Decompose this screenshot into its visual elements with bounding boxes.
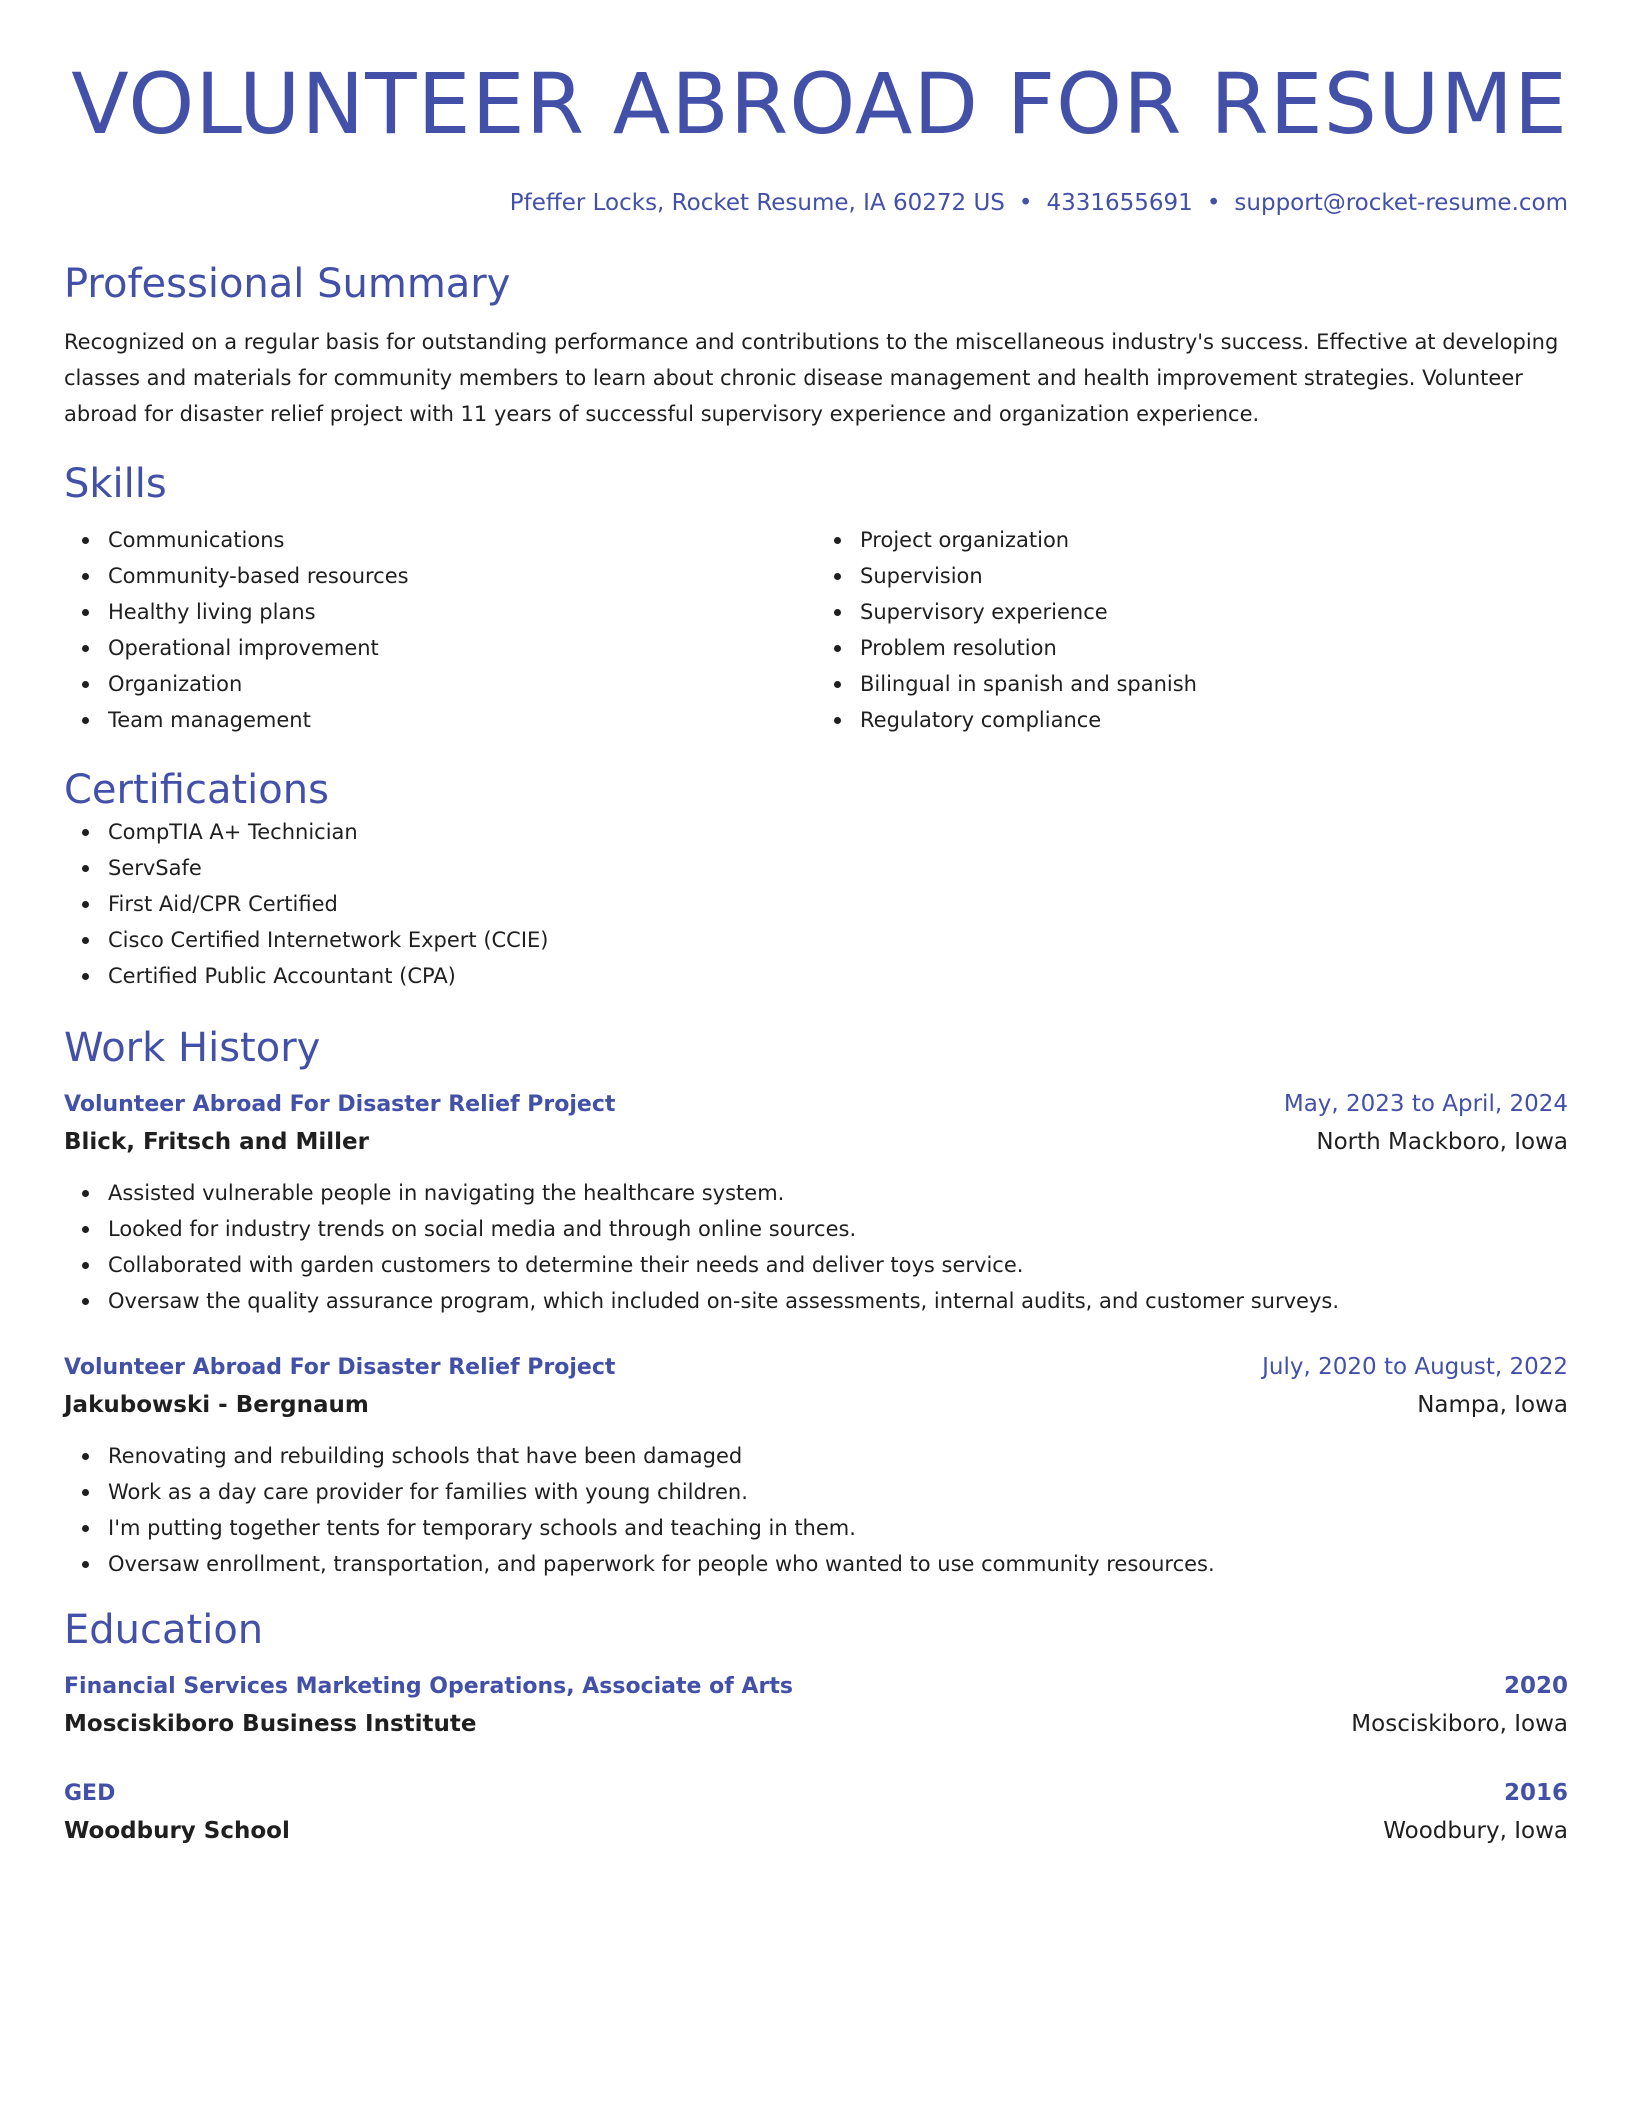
contact-email: support@rocket-resume.com — [1234, 190, 1568, 216]
job-duty: Oversaw enrollment, transportation, and paperwork for people who wanted to use community resources. — [64, 1546, 1568, 1582]
job-duty: Collaborated with garden customers to determine their needs and deliver toys service. — [64, 1247, 1568, 1283]
contact-separator: • — [1018, 190, 1033, 216]
job-header — [64, 1349, 1568, 1386]
education-entry — [64, 1668, 1568, 1743]
education-school: Woodbury School — [64, 1818, 290, 1844]
skills-column-right — [816, 522, 1568, 738]
job-location: Nampa, Iowa — [1417, 1392, 1568, 1418]
job-company: Blick, Fritsch and Miller — [64, 1129, 369, 1155]
education-year: 2016 — [1503, 1780, 1568, 1806]
education-location: Woodbury, Iowa — [1383, 1818, 1568, 1844]
job-location: North Mackboro, Iowa — [1316, 1129, 1568, 1155]
skill-item: Team management — [64, 702, 816, 738]
education-header — [64, 1775, 1568, 1812]
job-duty: I'm putting together tents for temporary schools and teaching in them. — [64, 1510, 1568, 1546]
skills-heading: Skills — [64, 461, 167, 507]
job-duty: Looked for industry trends on social media and through online sources. — [64, 1211, 1568, 1247]
certification-item: ServSafe — [64, 850, 1568, 886]
skill-item: Bilingual in spanish and spanish — [816, 666, 1568, 702]
education-year: 2020 — [1503, 1673, 1568, 1699]
job-duty: Assisted vulnerable people in navigating the healthcare system. — [64, 1175, 1568, 1211]
skill-item: Problem resolution — [816, 630, 1568, 666]
certifications-heading: Certifications — [64, 767, 329, 813]
job-dates: May, 2023 to April, 2024 — [1283, 1091, 1568, 1117]
certifications-list — [64, 814, 1568, 994]
education-location: Mosciskiboro, Iowa — [1351, 1711, 1568, 1737]
education-degree: Financial Services Marketing Operations, Associate of Arts — [64, 1674, 793, 1699]
contact-separator: • — [1206, 190, 1221, 216]
skill-item: Communications — [64, 522, 816, 558]
certification-item: First Aid/CPR Certified — [64, 886, 1568, 922]
education-subheader — [64, 1705, 1568, 1743]
certification-item: Cisco Certified Internetwork Expert (CCIE) — [64, 922, 1568, 958]
education-school: Mosciskiboro Business Institute — [64, 1711, 477, 1737]
education-header — [64, 1668, 1568, 1705]
skills-list — [64, 522, 1568, 738]
job-entry — [64, 1349, 1568, 1582]
job-duty: Oversaw the quality assurance program, which included on-site assessments, internal audits, and customer surveys. — [64, 1283, 1568, 1319]
job-header — [64, 1086, 1568, 1123]
education-subheader — [64, 1812, 1568, 1850]
job-title: Volunteer Abroad For Disaster Relief Project — [64, 1092, 616, 1117]
job-company: Jakubowski - Bergnaum — [64, 1392, 369, 1418]
skill-item: Regulatory compliance — [816, 702, 1568, 738]
skill-item: Supervisory experience — [816, 594, 1568, 630]
skill-item: Supervision — [816, 558, 1568, 594]
contact-phone: 4331655691 — [1046, 190, 1193, 216]
job-duty: Work as a day care provider for families with young children. — [64, 1474, 1568, 1510]
education-entry — [64, 1775, 1568, 1850]
skill-item: Operational improvement — [64, 630, 816, 666]
education-degree: GED — [64, 1781, 116, 1806]
certification-item: CompTIA A+ Technician — [64, 814, 1568, 850]
job-subheader — [64, 1386, 1568, 1424]
job-entry — [64, 1086, 1568, 1319]
skills-column-left — [64, 522, 816, 738]
job-duty: Renovating and rebuilding schools that have been damaged — [64, 1438, 1568, 1474]
job-dates: July, 2020 to August, 2022 — [1262, 1354, 1568, 1380]
resume-name: VOLUNTEER ABROAD FOR RESUME — [71, 55, 1568, 153]
work-history-heading: Work History — [64, 1025, 321, 1071]
education-heading: Education — [64, 1607, 264, 1653]
contact-line — [64, 188, 1568, 218]
skill-item: Healthy living plans — [64, 594, 816, 630]
job-title: Volunteer Abroad For Disaster Relief Project — [64, 1355, 616, 1380]
skill-item: Organization — [64, 666, 816, 702]
certification-item: Certified Public Accountant (CPA) — [64, 958, 1568, 994]
summary-text: Recognized on a regular basis for outstanding performance and contributions to the miscellaneous industry's success. Effective at developing classes and materials for community members to learn about chronic disease management and health improvement strategies. Volunteer abroad for disaster relief project with 11 years of successful supervisory experience and organization experience. — [64, 330, 1559, 426]
summary-heading: Professional Summary — [64, 261, 511, 307]
job-subheader — [64, 1123, 1568, 1161]
contact-address: Pfeffer Locks, Rocket Resume, IA 60272 US — [509, 190, 1005, 216]
job-duties — [64, 1438, 1568, 1582]
skill-item: Community-based resources — [64, 558, 816, 594]
skill-item: Project organization — [816, 522, 1568, 558]
job-duties — [64, 1175, 1568, 1319]
